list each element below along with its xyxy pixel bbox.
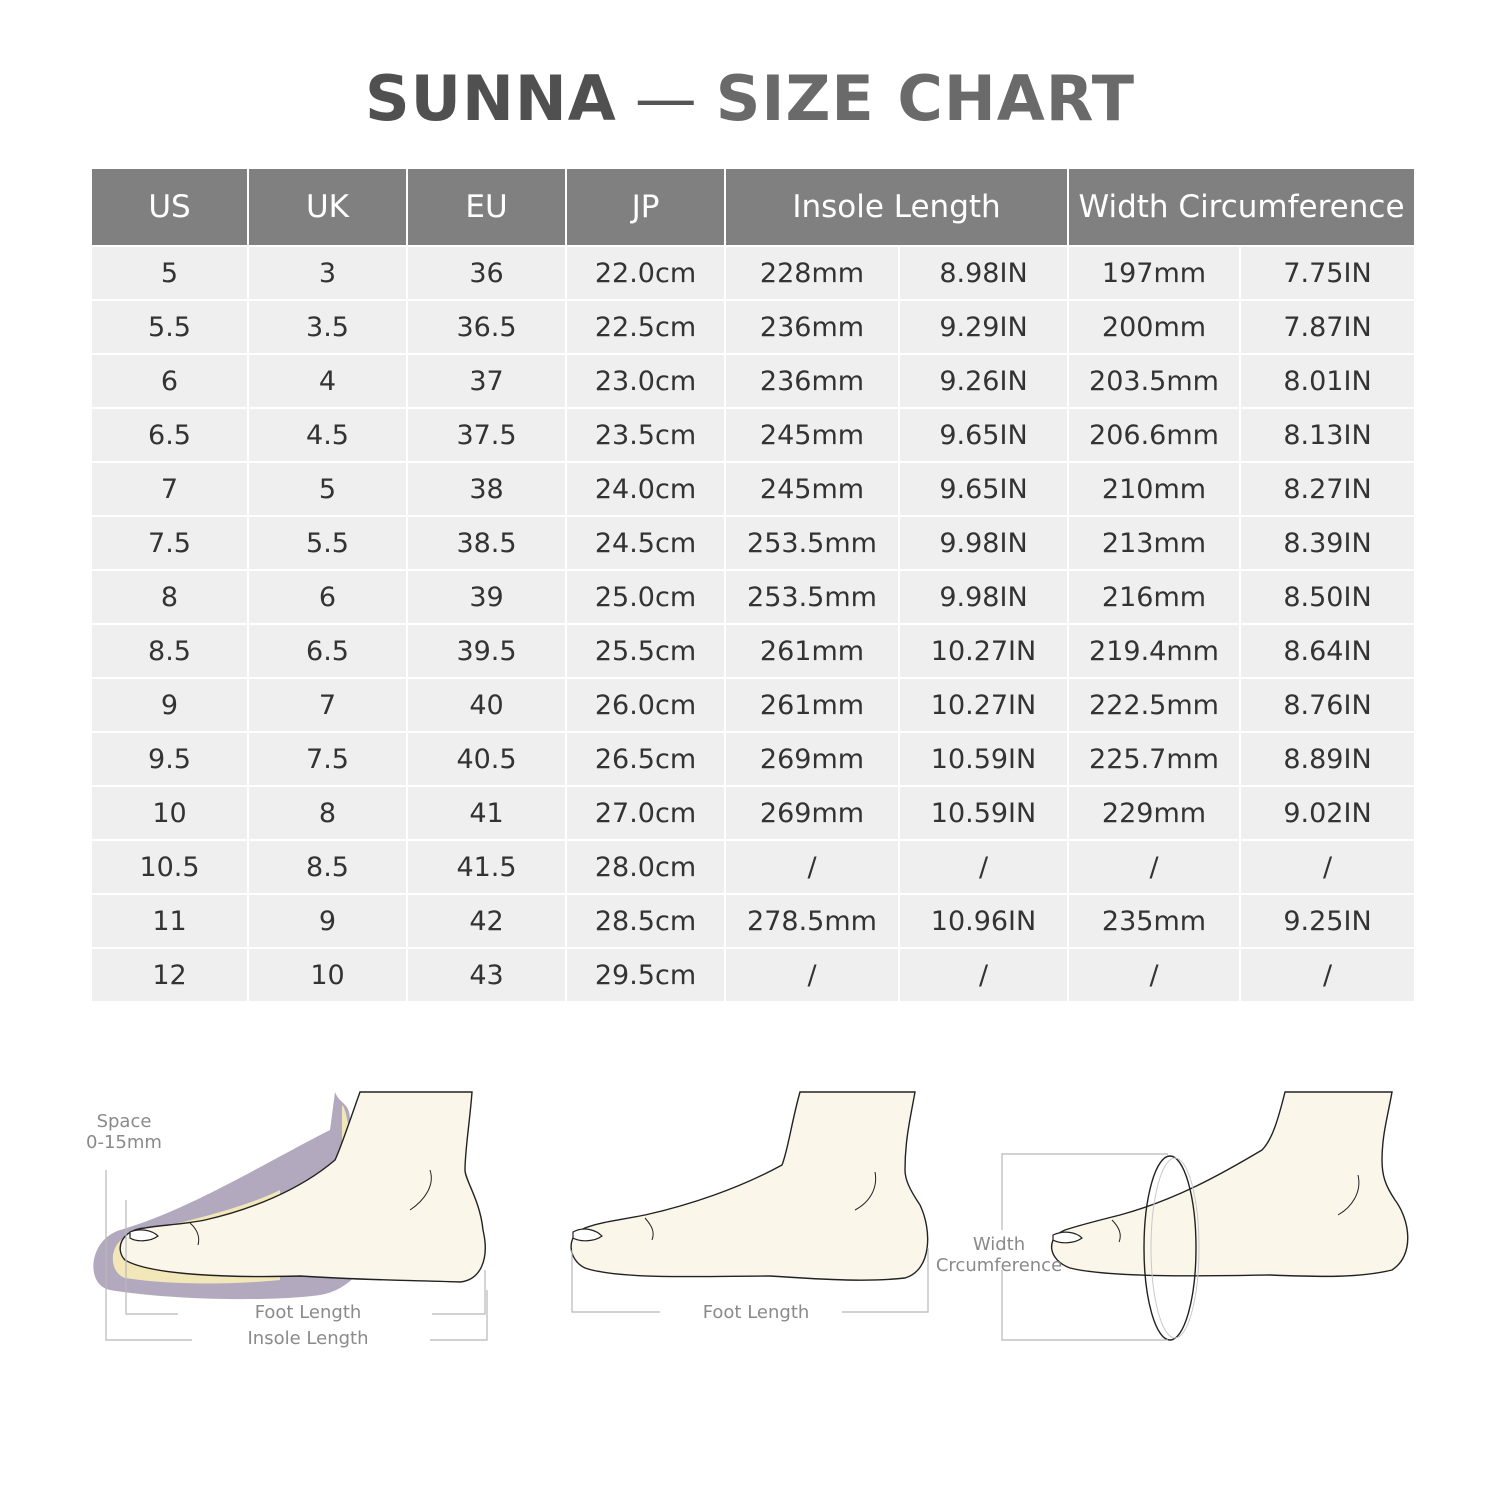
table-cell: 10 xyxy=(92,787,247,839)
table-cell: 38.5 xyxy=(408,517,565,569)
table-cell: 9.5 xyxy=(92,733,247,785)
table-cell: 29.5cm xyxy=(567,949,724,1001)
table-cell: 8.64IN xyxy=(1241,625,1414,677)
table-cell: 245mm xyxy=(726,463,898,515)
table-row xyxy=(92,949,1414,1001)
table-cell: / xyxy=(1069,841,1239,893)
table-cell: 213mm xyxy=(1069,517,1239,569)
foot-shape xyxy=(571,1092,928,1280)
table-cell: 23.0cm xyxy=(567,355,724,407)
table-cell: 22.0cm xyxy=(567,247,724,299)
brand-name: SUNNA xyxy=(364,62,617,135)
table-row xyxy=(92,625,1414,677)
table-cell: 9.25IN xyxy=(1241,895,1414,947)
table-cell: 278.5mm xyxy=(726,895,898,947)
table-cell: 10.5 xyxy=(92,841,247,893)
table-cell: 253.5mm xyxy=(726,571,898,623)
table-cell: 37 xyxy=(408,355,565,407)
table-row xyxy=(92,517,1414,569)
space-label-text: Space xyxy=(96,1111,152,1132)
width-circumference-label xyxy=(934,1234,1064,1276)
table-cell: 27.0cm xyxy=(567,787,724,839)
table-cell: 3.5 xyxy=(249,301,406,353)
table-cell: 24.0cm xyxy=(567,463,724,515)
table-cell: 5.5 xyxy=(92,301,247,353)
table-cell: 216mm xyxy=(1069,571,1239,623)
table-cell: 10.59IN xyxy=(900,733,1067,785)
header-uk: UK xyxy=(249,169,406,245)
table-cell: 8.01IN xyxy=(1241,355,1414,407)
table-cell: 9.65IN xyxy=(900,463,1067,515)
table-row xyxy=(92,733,1414,785)
table-cell: 43 xyxy=(408,949,565,1001)
table-cell: 7.75IN xyxy=(1241,247,1414,299)
title-dash: — xyxy=(634,62,698,135)
table-cell: 8 xyxy=(249,787,406,839)
table-cell: 38 xyxy=(408,463,565,515)
table-cell: 8.27IN xyxy=(1241,463,1414,515)
table-cell: 8.98IN xyxy=(900,247,1067,299)
table-cell: 25.5cm xyxy=(567,625,724,677)
table-cell: 25.0cm xyxy=(567,571,724,623)
table-cell: 236mm xyxy=(726,301,898,353)
table-cell: 22.5cm xyxy=(567,301,724,353)
table-cell: 5.5 xyxy=(249,517,406,569)
size-chart-table xyxy=(90,167,1416,1003)
table-cell: 5 xyxy=(92,247,247,299)
table-cell: 219.4mm xyxy=(1069,625,1239,677)
table-cell: 200mm xyxy=(1069,301,1239,353)
table-cell: / xyxy=(1241,949,1414,1001)
table-cell: 8.5 xyxy=(249,841,406,893)
space-value-text: 0-15mm xyxy=(86,1132,162,1153)
table-cell: 225.7mm xyxy=(1069,733,1239,785)
table-cell: 6.5 xyxy=(249,625,406,677)
table-cell: 28.0cm xyxy=(567,841,724,893)
table-cell: 229mm xyxy=(1069,787,1239,839)
foot-shape xyxy=(120,1092,485,1282)
table-cell: 8.76IN xyxy=(1241,679,1414,731)
table-cell: 36 xyxy=(408,247,565,299)
header-insole-length: Insole Length xyxy=(726,169,1067,245)
table-cell: 10.27IN xyxy=(900,625,1067,677)
title-subtitle: SIZE CHART xyxy=(715,62,1135,135)
table-cell: 3 xyxy=(249,247,406,299)
table-cell: 28.5cm xyxy=(567,895,724,947)
table-cell: 8.50IN xyxy=(1241,571,1414,623)
table-row xyxy=(92,355,1414,407)
table-cell: 7.5 xyxy=(92,517,247,569)
table-cell: 41 xyxy=(408,787,565,839)
table-cell: 269mm xyxy=(726,733,898,785)
table-cell: 8.39IN xyxy=(1241,517,1414,569)
foot-shape xyxy=(1052,1092,1408,1276)
header-eu: EU xyxy=(408,169,565,245)
table-cell: 36.5 xyxy=(408,301,565,353)
table-cell: 245mm xyxy=(726,409,898,461)
foot-length-diagram xyxy=(560,1080,940,1340)
header-jp: JP xyxy=(567,169,724,245)
foot-length-label: Foot Length xyxy=(702,1302,810,1323)
table-cell: 9 xyxy=(249,895,406,947)
table-row xyxy=(92,787,1414,839)
table-cell: 210mm xyxy=(1069,463,1239,515)
table-cell: 222.5mm xyxy=(1069,679,1239,731)
table-cell: 9.98IN xyxy=(900,517,1067,569)
table-cell: 9.65IN xyxy=(900,409,1067,461)
table-cell: 7 xyxy=(249,679,406,731)
width-label-line1: Width xyxy=(972,1234,1026,1255)
table-body xyxy=(92,247,1414,1001)
table-cell: 9.29IN xyxy=(900,301,1067,353)
table-row xyxy=(92,301,1414,353)
table-cell: 4 xyxy=(249,355,406,407)
table-cell: 40.5 xyxy=(408,733,565,785)
table-row xyxy=(92,247,1414,299)
table-row xyxy=(92,463,1414,515)
table-cell: 206.6mm xyxy=(1069,409,1239,461)
insole-length-label: Insole Length xyxy=(247,1328,369,1349)
width-label-line2: Crcumference xyxy=(935,1255,1063,1276)
page-title xyxy=(0,62,1500,135)
table-cell: / xyxy=(726,841,898,893)
table-cell: 39 xyxy=(408,571,565,623)
table-cell: / xyxy=(900,841,1067,893)
table-cell: 203.5mm xyxy=(1069,355,1239,407)
table-cell: 7.5 xyxy=(249,733,406,785)
table-cell: 235mm xyxy=(1069,895,1239,947)
table-cell: 37.5 xyxy=(408,409,565,461)
table-cell: 6 xyxy=(249,571,406,623)
table-cell: 40 xyxy=(408,679,565,731)
table-cell: 24.5cm xyxy=(567,517,724,569)
table-cell: 8.5 xyxy=(92,625,247,677)
table-cell: 7.87IN xyxy=(1241,301,1414,353)
table-cell: 26.5cm xyxy=(567,733,724,785)
table-cell: 9 xyxy=(92,679,247,731)
table-row xyxy=(92,409,1414,461)
table-cell: 197mm xyxy=(1069,247,1239,299)
table-cell: 253.5mm xyxy=(726,517,898,569)
table-cell: / xyxy=(1069,949,1239,1001)
table-cell: 26.0cm xyxy=(567,679,724,731)
table-header-row xyxy=(92,169,1414,245)
table-cell: 269mm xyxy=(726,787,898,839)
table-cell: 9.98IN xyxy=(900,571,1067,623)
table-cell: / xyxy=(1241,841,1414,893)
table-cell: 6 xyxy=(92,355,247,407)
insole-foot-length-label: Foot Length xyxy=(254,1302,362,1323)
table-cell: 42 xyxy=(408,895,565,947)
table-cell: 236mm xyxy=(726,355,898,407)
table-row xyxy=(92,895,1414,947)
space-label xyxy=(86,1111,162,1153)
header-width-circumference: Width Circumference xyxy=(1069,169,1414,245)
table-cell: / xyxy=(726,949,898,1001)
table-cell: 12 xyxy=(92,949,247,1001)
table-cell: 228mm xyxy=(726,247,898,299)
table-cell: 11 xyxy=(92,895,247,947)
table-cell: 6.5 xyxy=(92,409,247,461)
table-cell: 39.5 xyxy=(408,625,565,677)
table-cell: 9.26IN xyxy=(900,355,1067,407)
table-row xyxy=(92,679,1414,731)
table-cell: 5 xyxy=(249,463,406,515)
table-row xyxy=(92,841,1414,893)
table-row xyxy=(92,571,1414,623)
table-cell: 8 xyxy=(92,571,247,623)
table-cell: 23.5cm xyxy=(567,409,724,461)
table-cell: 10 xyxy=(249,949,406,1001)
table-cell: 261mm xyxy=(726,679,898,731)
table-cell: 9.02IN xyxy=(1241,787,1414,839)
table-cell: 41.5 xyxy=(408,841,565,893)
table-cell: 10.59IN xyxy=(900,787,1067,839)
header-us: US xyxy=(92,169,247,245)
table-cell: 8.89IN xyxy=(1241,733,1414,785)
table-cell: 10.27IN xyxy=(900,679,1067,731)
table-cell: 261mm xyxy=(726,625,898,677)
table-cell: 4.5 xyxy=(249,409,406,461)
table-cell: 10.96IN xyxy=(900,895,1067,947)
width-circumference-diagram xyxy=(990,1080,1430,1360)
table-cell: 7 xyxy=(92,463,247,515)
table-cell: / xyxy=(900,949,1067,1001)
table-cell: 8.13IN xyxy=(1241,409,1414,461)
